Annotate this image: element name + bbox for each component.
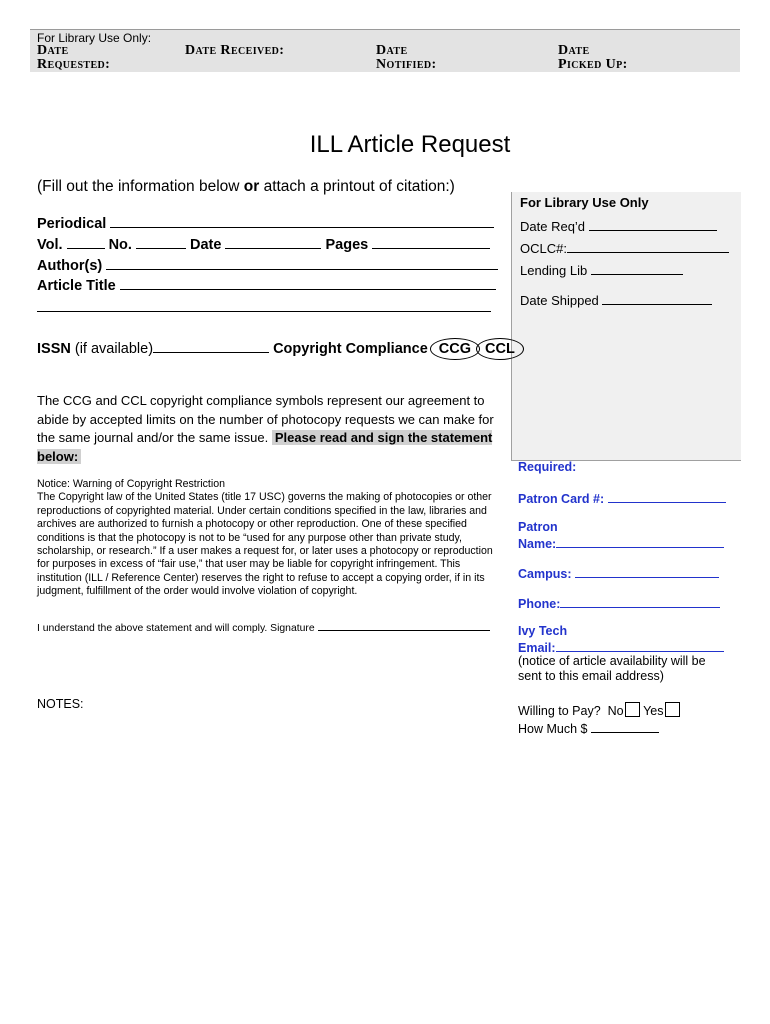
library-use-box <box>511 192 741 461</box>
patron-name-field[interactable]: Patron Name: <box>518 520 724 552</box>
date-requested-label: Date Requested: <box>37 43 111 72</box>
oclc-field[interactable]: OCLC#: <box>520 240 729 256</box>
email-note: (notice of article availability will be sent to this email address) <box>518 654 706 683</box>
article-title-continuation-line[interactable] <box>37 311 491 312</box>
lending-lib-field[interactable]: Lending Lib <box>520 262 683 278</box>
yes-checkbox[interactable] <box>665 702 680 717</box>
notice-body: The Copyright law of the United States (title 17 USC) governs the making of photocopies or other reproductions of copyrighted material. Under certain conditions specified in the law, libraries and archives are authorized to furnish a photocopy or other reproduction. One of these specified conditions is that the photocopy is not to be “used for any purpose other than private study, scholarship, or research.” If a user makes a request for, or later uses a photocopy or reproduction for purposes in excess of “fair use,” that user may be liable for copyright infringement. This institution (ILL / Reference Center) reserves the right to refuse to accept a copying order, if in its judgment, fulfillment of the order would involve violation of copyright. <box>37 491 493 598</box>
page-title: ILL Article Request <box>309 131 511 158</box>
library-box-title: For Library Use Only <box>520 195 649 210</box>
willing-to-pay-row: Willing to Pay? No Yes <box>518 702 680 718</box>
ccg-option[interactable]: CCG <box>430 338 480 360</box>
library-use-label: For Library Use Only: <box>37 31 152 45</box>
article-title-field[interactable]: Article Title <box>37 277 496 294</box>
copyright-explanation: The CCG and CCL copyright compliance symbols represent our agreement to abide by accepted limits on the number of photocopy requests we can make for the same journal and/or the same issue. Please read and sign the statement below: <box>37 393 494 464</box>
campus-field[interactable]: Campus: <box>518 565 719 581</box>
signature-line[interactable]: I understand the above statement and will comply. Signature <box>37 621 490 634</box>
date-received-label: Date Received: <box>185 43 285 58</box>
date-reqd-field[interactable]: Date Req’d <box>520 218 717 234</box>
vol-no-date-pages-row[interactable]: Vol. No. Date Pages <box>37 236 490 253</box>
issn-copyright-row[interactable]: ISSN (if available) Copyright Compliance CCG CCL <box>37 338 524 360</box>
notice-heading: Notice: Warning of Copyright Restriction <box>37 478 226 490</box>
date-notified-label: Date Notified: <box>376 43 437 72</box>
ccl-option[interactable]: CCL <box>476 338 524 360</box>
phone-field[interactable]: Phone: <box>518 595 720 611</box>
patron-card-field[interactable]: Patron Card #: <box>518 490 726 506</box>
email-field[interactable]: Ivy Tech Email: <box>518 624 724 656</box>
library-use-header <box>30 29 740 72</box>
date-picked-up-label: Date Picked Up: <box>558 43 628 72</box>
copyright-notice <box>37 478 503 599</box>
fill-instructions: (Fill out the information below or attach a printout of citation:) <box>37 178 455 195</box>
required-heading: Required: <box>518 460 577 474</box>
authors-field[interactable]: Author(s) <box>37 257 498 274</box>
periodical-field[interactable]: Periodical <box>37 215 494 232</box>
how-much-field[interactable]: How Much $ <box>518 720 659 736</box>
notes-label: NOTES: <box>37 697 84 711</box>
read-and-sign-highlight: Please read and sign the statement below: <box>37 430 493 464</box>
date-shipped-field[interactable]: Date Shipped <box>520 292 712 308</box>
no-checkbox[interactable] <box>625 702 640 717</box>
